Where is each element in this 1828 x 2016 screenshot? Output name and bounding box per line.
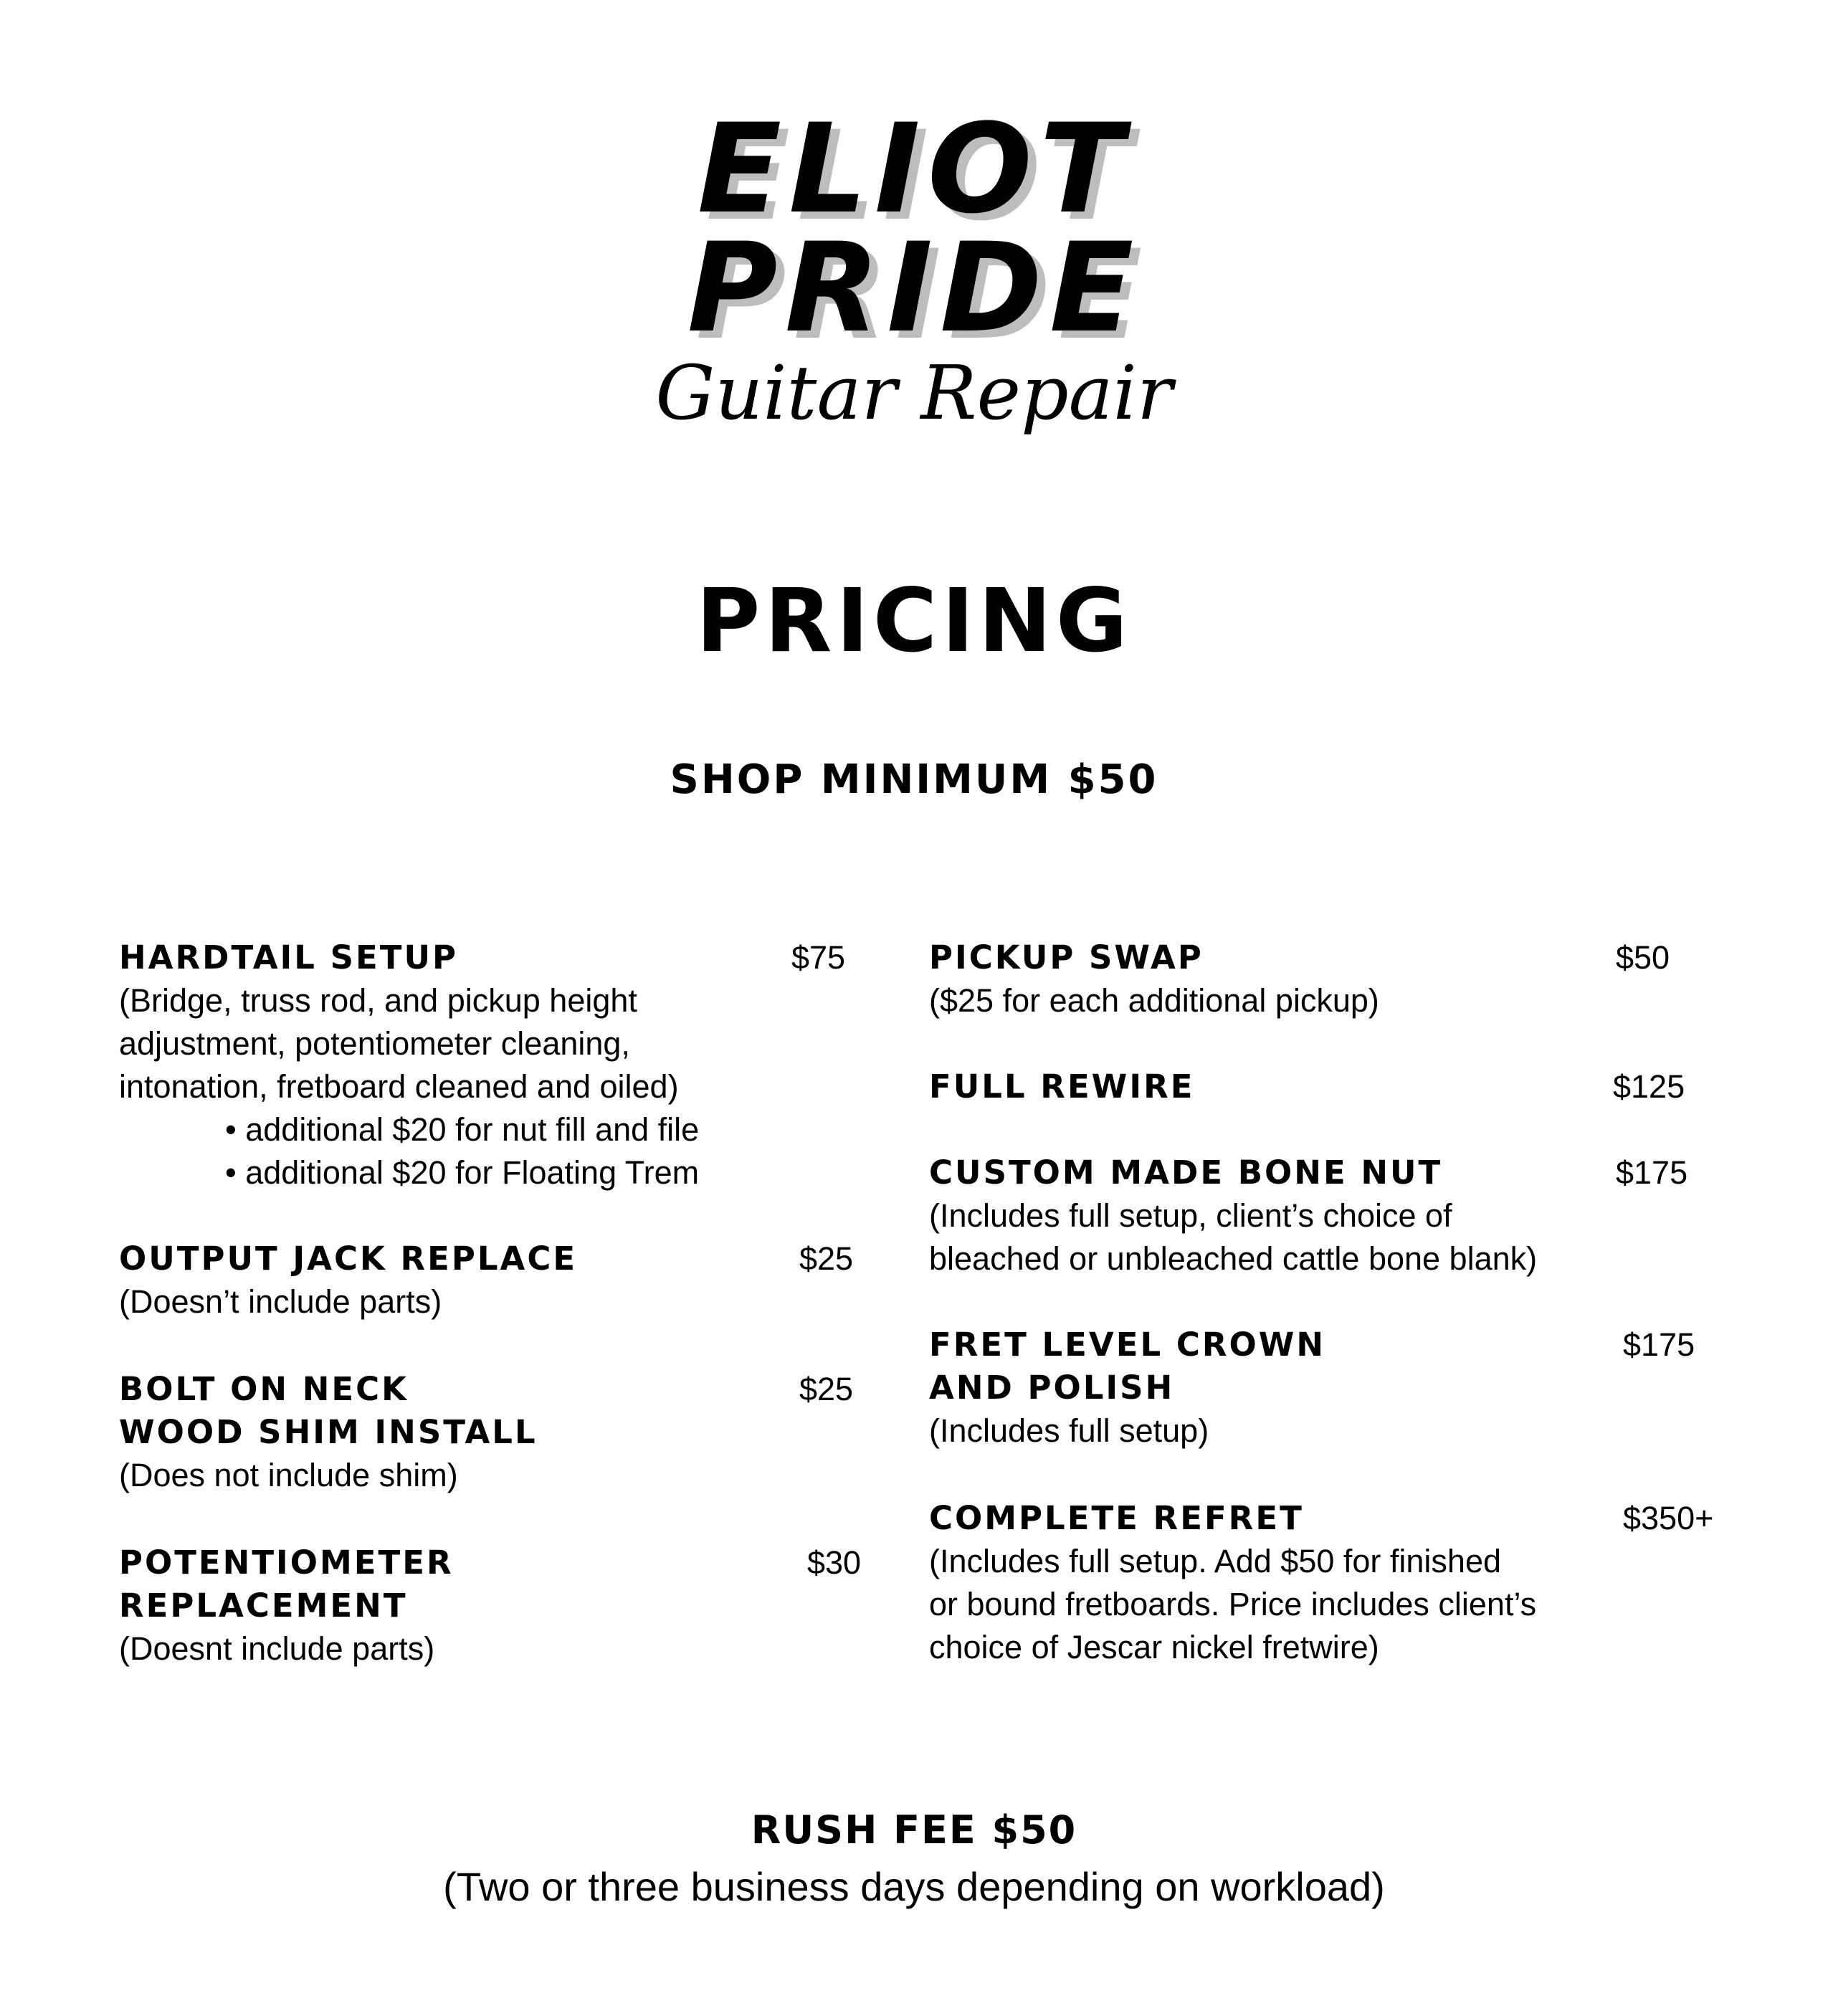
item-price: $350+ <box>1623 1500 1714 1536</box>
logo-line-pride: PRIDE <box>687 216 1141 360</box>
item-description: ($25 for each additional pickup) <box>929 982 1379 1019</box>
item-price: $175 <box>1623 1326 1695 1363</box>
item-description: (Doesn’t include parts) <box>119 1283 442 1320</box>
item-description: (Includes full setup, client’s choice of <box>929 1197 1452 1234</box>
item-description: (Doesnt include parts) <box>119 1630 435 1667</box>
rush-fee-note: (Two or three business days depending on workload) <box>443 1864 1385 1909</box>
item-title: AND POLISH <box>929 1369 1175 1407</box>
item-description: (Includes full setup. Add $50 for finished <box>929 1543 1502 1579</box>
item-title: WOOD SHIM INSTALL <box>119 1413 538 1451</box>
logo-tagline: Guitar Repair <box>655 349 1173 437</box>
item-price: $75 <box>791 939 846 976</box>
page-title: PRICING <box>696 570 1132 672</box>
item-title: FULL REWIRE <box>929 1068 1195 1106</box>
logo-line-eliot: ELIOT <box>697 97 1131 241</box>
item-bullet: • additional $20 for Floating Trem <box>225 1154 700 1191</box>
item-title: PICKUP SWAP <box>929 938 1204 976</box>
item-price: $125 <box>1613 1068 1685 1105</box>
item-title: CUSTOM MADE BONE NUT <box>929 1154 1443 1192</box>
item-description: choice of Jescar nickel fretwire) <box>929 1629 1379 1665</box>
item-price: $175 <box>1616 1154 1688 1191</box>
item-description: bleached or unbleached cattle bone blank) <box>929 1240 1538 1277</box>
item-description: or bound fretboards. Price includes client’s <box>929 1586 1537 1622</box>
item-title: POTENTIOMETER <box>119 1544 454 1582</box>
item-bullet: • additional $20 for nut fill and file <box>225 1111 700 1148</box>
item-title: COMPLETE REFRET <box>929 1499 1304 1537</box>
item-title: BOLT ON NECK <box>119 1370 409 1408</box>
shop-minimum: SHOP MINIMUM $50 <box>670 756 1158 803</box>
item-price: $50 <box>1616 939 1670 976</box>
item-price: $25 <box>799 1371 854 1407</box>
item-price: $25 <box>799 1240 854 1277</box>
item-title: OUTPUT JACK REPLACE <box>119 1240 578 1278</box>
item-title: FRET LEVEL CROWN <box>929 1326 1326 1364</box>
item-title: HARDTAIL SETUP <box>119 938 458 976</box>
rush-fee-title: RUSH FEE $50 <box>751 1807 1077 1853</box>
item-title: REPLACEMENT <box>119 1587 408 1625</box>
item-description: adjustment, potentiometer cleaning, <box>119 1025 630 1062</box>
item-description: (Bridge, truss rod, and pickup height <box>119 982 637 1019</box>
item-description: (Includes full setup) <box>929 1412 1209 1449</box>
item-description: (Does not include shim) <box>119 1457 458 1493</box>
item-description: intonation, fretboard cleaned and oiled) <box>119 1068 679 1105</box>
item-price: $30 <box>807 1544 862 1581</box>
